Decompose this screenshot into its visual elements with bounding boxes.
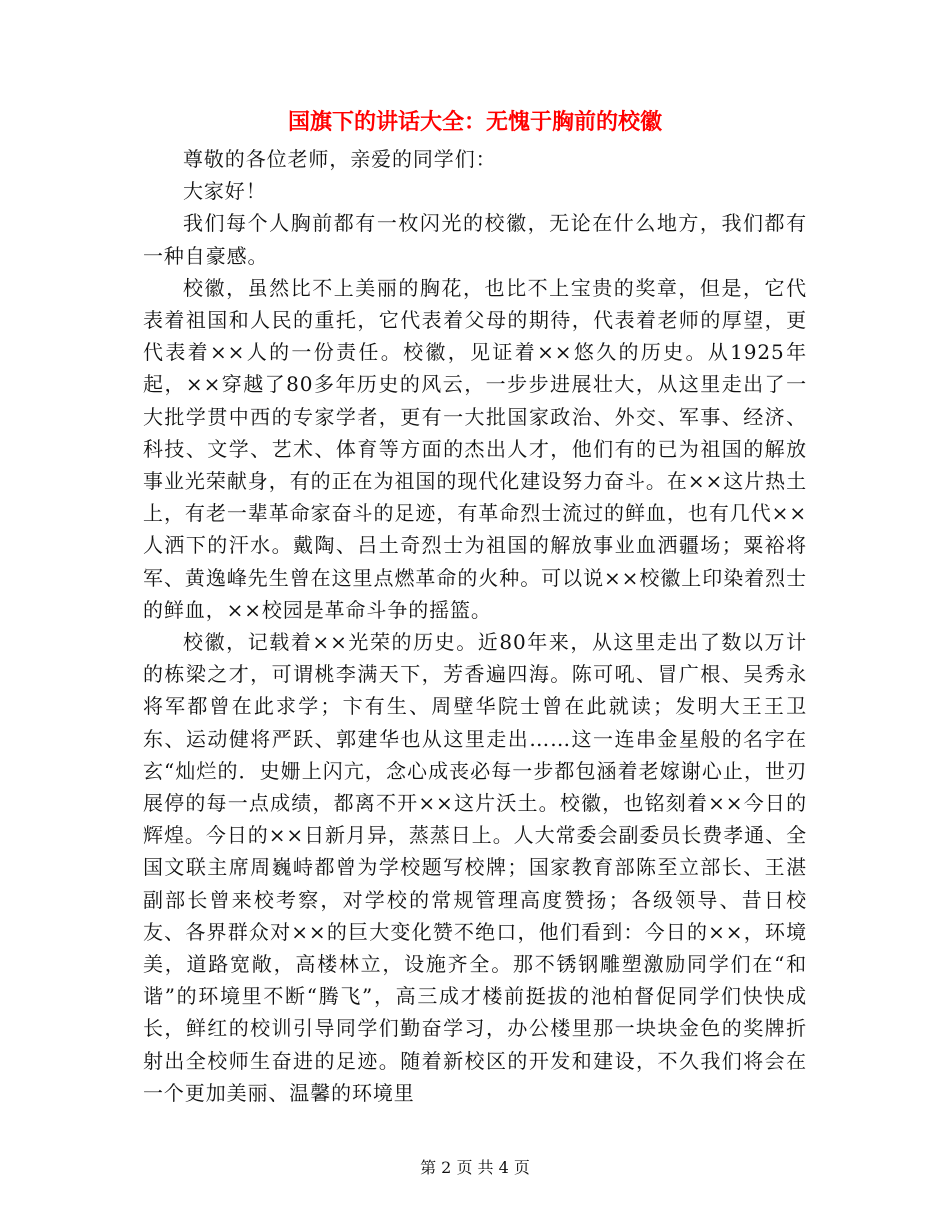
page-footer: 第 2 页 共 4 页 bbox=[420, 1158, 530, 1177]
document-body bbox=[143, 143, 807, 1109]
salutation-paragraph: 尊敬的各位老师，亲爱的同学们： bbox=[183, 147, 497, 171]
body-paragraph-1: 我们每个人胸前都有一枚闪光的校徽，无论在什么地方，我们都有一种自豪感。 bbox=[143, 211, 807, 268]
page-title: 国旗下的讲话大全：无愧于胸前的校徽 bbox=[287, 110, 662, 135]
body-paragraph-3: 校徽，记载着××光荣的历史。近80年来，从这里走出了数以万计的栋梁之才，可谓桃李满天下，芳香遍四海。陈可吼、冒广根、吴秀永将军都曾在此求学；卞有生、周壁华院士曾在此就读；发明大王王卫东、运动健将严跃、郭建华也从这里走出……这一连串金星般的名字在玄“灿烂的．史姗上闪亢，念心成丧必每一步都包涵着老嫁谢心止，世刃展停的每一点成绩，都离不开××这片沃土。校徽，也铭刻着××今日的辉煌。今日的××日新月异，蒸蒸日上。人大常委会副委员长费孝通、全国文联主席周巍峙都曾为学校题写校牌；国家教育部陈至立部长、王湛副部长曾来校考察，对学校的常规管理高度赞扬；各级领导、昔日校友、各界群众对××的巨大变化赞不绝口，他们看到：今日的××，环境美，道路宽敞，高楼林立，设施齐全。那不锈钢雕塑激励同学们在“和谐”的环境里不断“腾飞”，高三成才楼前挺拔的池柏督促同学们快快成长，鲜红的校训引导同学们勤奋学习，办公楼里那一块块金色的奖牌折射出全校师生奋进的足迹。随着新校区的开发和建设，不久我们将会在一个更加美丽、温馨的环境里 bbox=[143, 630, 807, 1105]
greeting-paragraph: 大家好！ bbox=[183, 179, 267, 204]
body-paragraph-2: 校徽，虽然比不上美丽的胸花，也比不上宝贵的奖章，但是，它代表着祖国和人民的重托，它代表着父母的期待，代表着老师的厚望，更代表着××人的一份责任。校徽，见证着××悠久的历史。从1925年起，××穿越了80多年历史的风云，一步步进展壮大，从这里走出了一大批学贯中西的专家学者，更有一大批国家政治、外交、军事、经济、科技、文学、艺术、体育等方面的杰出人才，他们有的已为祖国的解放事业光荣献身，有的正在为祖国的现代化建设努力奋斗。在××这片热土上，有老一辈革命家奋斗的足迹，有革命烈士流过的鲜血，也有几代××人洒下的汗水。戴陶、吕土奇烈士为祖国的解放事业血洒疆场；粟裕将军、黄逸峰先生曾在这里点燃革命的火种。可以说××校徽上印染着烈士的鲜血，××校园是革命斗争的摇篮。 bbox=[143, 275, 807, 622]
